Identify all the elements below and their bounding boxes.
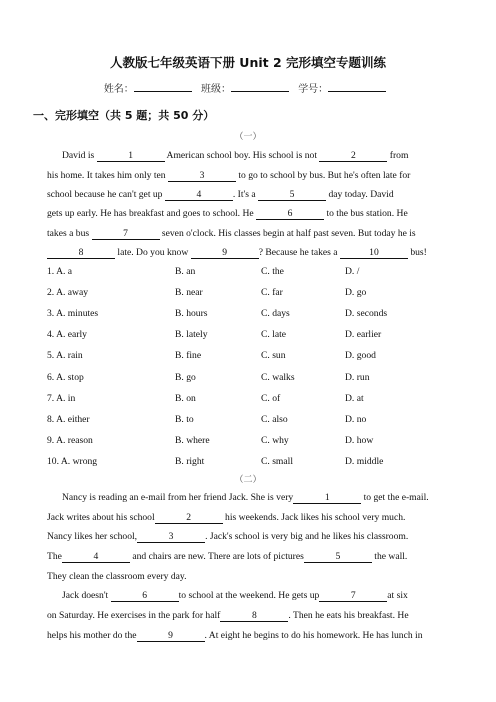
answer-option[interactable]: B. to: [175, 413, 194, 425]
answer-option[interactable]: B. where: [175, 434, 210, 446]
section-heading: 一、完形填空（共 5 题；共 50 分）: [33, 109, 215, 122]
answer-option[interactable]: D. how: [345, 434, 374, 446]
passage-text: . Then he eats his breakfast. He: [288, 610, 409, 621]
passage-line: [47, 551, 407, 563]
passage-line: [47, 531, 408, 543]
passage-text: to go to school by bus. But he's often late for: [235, 170, 411, 181]
class-blank[interactable]: [231, 81, 289, 92]
answer-option[interactable]: 5. A. rain: [47, 350, 83, 362]
answer-option[interactable]: B. go: [175, 371, 196, 383]
answer-option[interactable]: D. earlier: [345, 329, 382, 341]
answer-option[interactable]: 6. A. stop: [47, 371, 84, 383]
page-title: 人教版七年级英语下册 Unit 2 完形填空专题训练: [109, 55, 387, 70]
answer-blank[interactable]: 9: [191, 248, 259, 259]
answer-option[interactable]: D. no: [345, 413, 367, 425]
answer-blank[interactable]: 1: [293, 493, 361, 504]
answer-blank[interactable]: 7: [92, 229, 160, 240]
answer-option[interactable]: C. also: [261, 413, 288, 425]
answer-option[interactable]: D. /: [345, 266, 360, 277]
passage-text: school because he can't get up: [47, 189, 165, 200]
passage-text: to the bus station. He: [324, 208, 408, 219]
passage-text: gets up early. He has breakfast and goes to school. He: [47, 208, 257, 219]
passage-text: . Jack's school is very big and he likes his classroom.: [205, 531, 409, 542]
passage-line: [62, 150, 408, 162]
passage-line: [47, 189, 394, 201]
passage-text: his weekends. Jack likes his school very much.: [222, 512, 406, 523]
answer-option[interactable]: C. sun: [261, 350, 286, 362]
passage-text: . It's a: [232, 189, 259, 200]
answer-blank[interactable]: 6: [111, 591, 179, 602]
answer-option[interactable]: 10. A. wrong: [47, 455, 98, 467]
answer-blank[interactable]: 6: [256, 209, 324, 220]
passage-text: to get the e-mail.: [361, 492, 429, 503]
answer-option[interactable]: 2. A. away: [47, 287, 89, 299]
answer-blank[interactable]: 5: [304, 552, 372, 563]
answer-option[interactable]: B. right: [175, 455, 205, 467]
passage-line: [47, 247, 427, 259]
passage-line: [47, 610, 409, 622]
answer-option[interactable]: B. on: [175, 392, 196, 404]
passage-text: Jack writes about his school: [47, 512, 155, 523]
answer-option[interactable]: C. small: [261, 455, 293, 467]
passage-text: the wall.: [371, 551, 408, 562]
answer-blank[interactable]: 5: [258, 190, 326, 201]
passage-text: American school boy. His school is not: [164, 150, 320, 161]
passage-text: ? Because he takes a: [258, 247, 340, 258]
passage-text: day today. David: [326, 189, 394, 200]
answer-option[interactable]: D. at: [345, 392, 364, 404]
passage-text: to school at the weekend. He gets up: [178, 590, 320, 601]
passage-text: . At eight he begins to do his homework. He has lunch in: [204, 630, 423, 641]
answer-blank[interactable]: 3: [168, 171, 236, 182]
answer-option[interactable]: 4. A. early: [47, 329, 87, 341]
passage-text: from: [387, 150, 409, 161]
passage-text: his home. It takes him only ten: [47, 170, 168, 181]
answer-option[interactable]: B. hours: [175, 308, 208, 320]
answer-option[interactable]: D. middle: [345, 455, 384, 467]
answer-option[interactable]: B. fine: [175, 350, 202, 362]
passage-text: helps his mother do the: [47, 630, 137, 641]
answer-option[interactable]: 1. A. a: [47, 266, 73, 277]
answer-option[interactable]: D. good: [345, 350, 376, 362]
answer-blank[interactable]: 3: [137, 532, 205, 543]
name-blank[interactable]: [134, 81, 192, 92]
passage-text: Nancy likes her school,: [47, 531, 138, 542]
answer-blank[interactable]: 7: [319, 591, 387, 602]
answer-option[interactable]: 9. A. reason: [47, 434, 93, 446]
passage-text: late. Do you know: [115, 247, 191, 258]
class-label: 班级：: [201, 84, 231, 95]
answer-blank[interactable]: 4: [62, 552, 130, 563]
answer-option[interactable]: C. late: [261, 329, 287, 341]
student-info-row: [0, 80, 496, 95]
passage-text: David is: [62, 150, 97, 161]
answer-option[interactable]: 8. A. either: [47, 413, 90, 425]
passage-line: [62, 492, 429, 504]
id-label: 学号：: [298, 84, 329, 95]
answer-blank[interactable]: 2: [155, 513, 223, 524]
answer-blank[interactable]: 8: [220, 611, 288, 622]
answer-option[interactable]: C. days: [261, 308, 290, 320]
answer-option[interactable]: C. why: [261, 434, 289, 446]
passage-line: [47, 228, 416, 240]
answer-option[interactable]: C. the: [261, 266, 284, 277]
passage-text: They clean the classroom every day.: [47, 571, 187, 582]
answer-blank[interactable]: 4: [165, 190, 233, 201]
passage-line: [47, 630, 423, 642]
answer-blank[interactable]: 1: [97, 151, 165, 162]
answer-option[interactable]: C. of: [261, 392, 281, 404]
passage-text: Jack doesn't: [62, 590, 111, 601]
answer-option[interactable]: 3. A. minutes: [47, 308, 99, 320]
passage-text: and chairs are new. There are lots of pictures: [129, 551, 304, 562]
answer-option[interactable]: B. an: [175, 266, 196, 277]
name-label: 姓名：: [103, 84, 134, 95]
passage-text: takes a bus: [47, 228, 92, 239]
answer-option[interactable]: C. far: [261, 287, 283, 299]
passage-text: The: [47, 551, 62, 562]
answer-option[interactable]: B. near: [175, 287, 203, 299]
passage-text: on Saturday. He exercises in the park for half: [47, 610, 221, 621]
passage-line: [47, 512, 405, 524]
passage-text: Nancy is reading an e-mail from her friend Jack. She is very: [62, 492, 294, 503]
answer-blank[interactable]: 2: [319, 151, 387, 162]
passage1-label: （一）: [234, 132, 262, 142]
answer-option[interactable]: D. go: [345, 287, 367, 299]
answer-blank[interactable]: 8: [47, 248, 115, 259]
passage-line: [62, 590, 408, 602]
passage-line: [47, 571, 187, 582]
passage-line: [47, 208, 408, 220]
answer-blank[interactable]: 10: [340, 248, 408, 259]
passage-text: bus!: [407, 247, 427, 258]
answer-option[interactable]: B. lately: [175, 329, 208, 341]
passage-text: seven o'clock. His classes begin at half past seven. But today he is: [159, 228, 416, 239]
answer-option[interactable]: D. seconds: [345, 308, 388, 320]
passage2-label: （二）: [234, 475, 262, 485]
answer-option[interactable]: D. run: [345, 371, 370, 383]
answer-blank[interactable]: 9: [137, 631, 205, 642]
answer-option[interactable]: C. walks: [261, 371, 295, 383]
passage-line: [47, 170, 410, 182]
id-blank[interactable]: [328, 81, 386, 92]
answer-option[interactable]: 7. A. in: [47, 392, 76, 404]
passage-text: at six: [387, 590, 408, 601]
